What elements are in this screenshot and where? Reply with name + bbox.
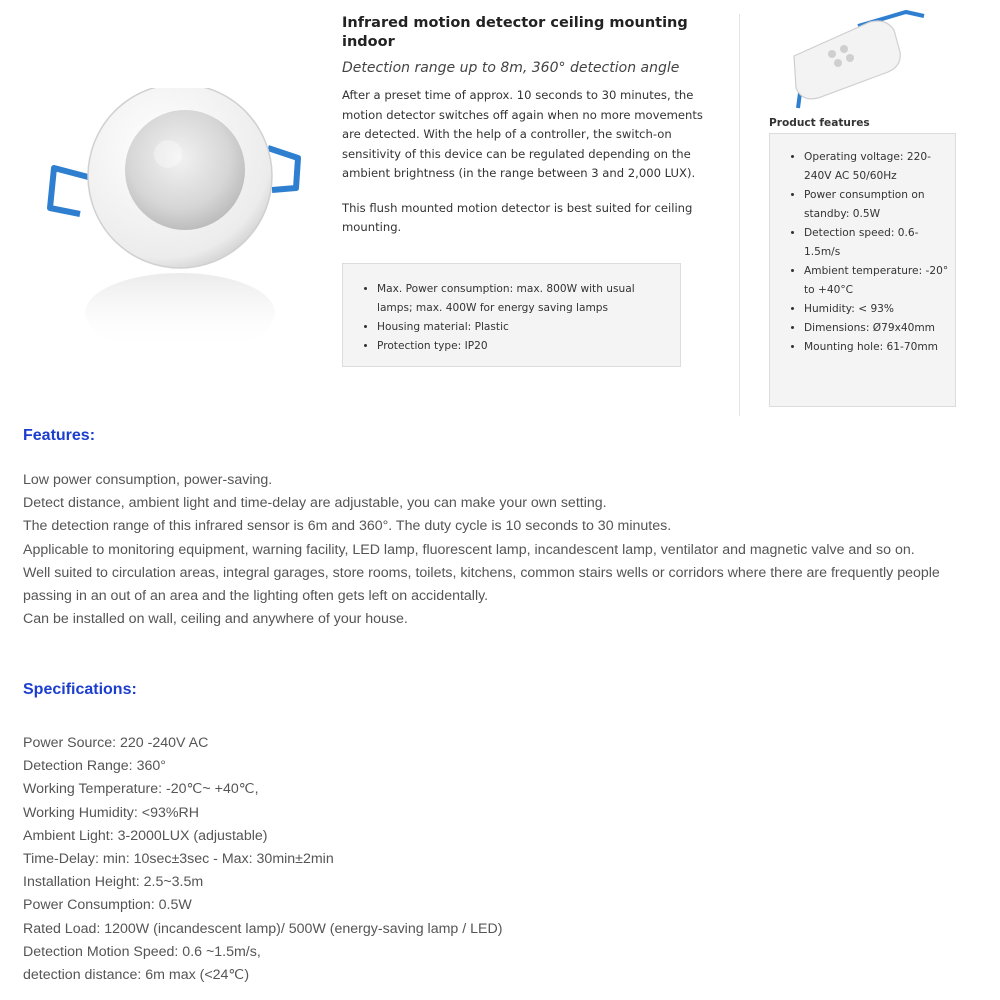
bullet-item: • Housing material: Plastic [377, 318, 670, 337]
feature-item: • Humidity: < 93% [804, 300, 949, 319]
feature-item: • Mounting hole: 61-70mm [804, 338, 949, 357]
product-bullets-box [342, 263, 681, 367]
spec-line: Detection Range: 360° [23, 758, 166, 775]
spec-line: Power Source: 220 -240V AC [23, 735, 209, 751]
features-line: Detect distance, ambient light and time-delay are adjustable, you can make your own setting. [23, 495, 607, 512]
spec-line: Detection Motion Speed: 0.6 ~1.5m/s, [23, 943, 261, 960]
specifications-heading: Specifications: [23, 681, 137, 698]
feature-item: • Ambient temperature: -20° to +40°C [804, 262, 949, 300]
spec-line: Working Humidity: <93%RH [23, 804, 199, 821]
features-list [23, 469, 983, 631]
sensor-module-photo [778, 8, 928, 113]
description-paragraph: After a preset time of approx. 10 seconds to 30 minutes, the motion detector switches off again when no more movements are detected. With the help of a controller, the switch-on sensitivity of this device can be regulated depending on the ambient brightness (in the range between 3 and 2,000 LUX). [342, 88, 703, 180]
spec-line: Ambient Light: 3-2000LUX (adjustable) [23, 827, 268, 844]
features-line: Well suited to circulation areas, integral garages, store rooms, toilets, kitchens, common stairs wells or corridors where there are frequently people passing in an out of an area and the lighting often gets left on accidentally. [23, 564, 940, 605]
column-divider [739, 14, 740, 416]
features-heading: Features: [23, 427, 96, 444]
description-paragraph: This flush mounted motion detector is best suited for ceiling mounting. [342, 200, 693, 234]
feature-item: • Power consumption on standby: 0.5W [804, 186, 949, 224]
spec-line: detection distance: 6m max (<24℃) [23, 967, 250, 984]
product-title: Infrared motion detector ceiling mounting indoor [342, 15, 688, 50]
bullet-item: • Max. Power consumption: max. 800W with usual lamps; max. 400W for energy saving lamps [377, 280, 670, 318]
spec-line: Rated Load: 1200W (incandescent lamp)/ 500W (energy-saving lamp / LED) [23, 920, 503, 937]
product-features-box [769, 133, 956, 407]
features-line: Applicable to monitoring equipment, warning facility, LED lamp, fluorescent lamp, incandescent lamp, ventilator and magnetic valve and so on. [23, 541, 915, 558]
product-features-heading: Product features [769, 117, 870, 129]
features-line: Low power consumption, power-saving. [23, 472, 273, 488]
spec-line: Installation Height: 2.5~3.5m [23, 874, 204, 891]
features-line: The detection range of this infrared sensor is 6m and 360°. The duty cycle is 10 seconds to 30 minutes. [23, 518, 672, 535]
features-line: Can be installed on wall, ceiling and anywhere of your house. [23, 611, 408, 628]
feature-item: • Detection speed: 0.6-1.5m/s [804, 224, 949, 262]
product-subtitle: Detection range up to 8m, 360° detection angle [342, 60, 680, 76]
feature-item: • Operating voltage: 220-240V AC 50/60Hz [804, 148, 949, 186]
specifications-list [23, 732, 983, 987]
spec-line: Working Temperature: -20℃~ +40℃, [23, 781, 259, 798]
product-description [342, 86, 712, 253]
spec-line: Power Consumption: 0.5W [23, 897, 192, 914]
spec-line: Time-Delay: min: 10sec±3sec - Max: 30min±2min [23, 851, 334, 868]
feature-item: • Dimensions: Ø79x40mm [804, 319, 949, 338]
motion-detector-photo [40, 88, 310, 358]
bullet-item: • Protection type: IP20 [377, 337, 670, 356]
